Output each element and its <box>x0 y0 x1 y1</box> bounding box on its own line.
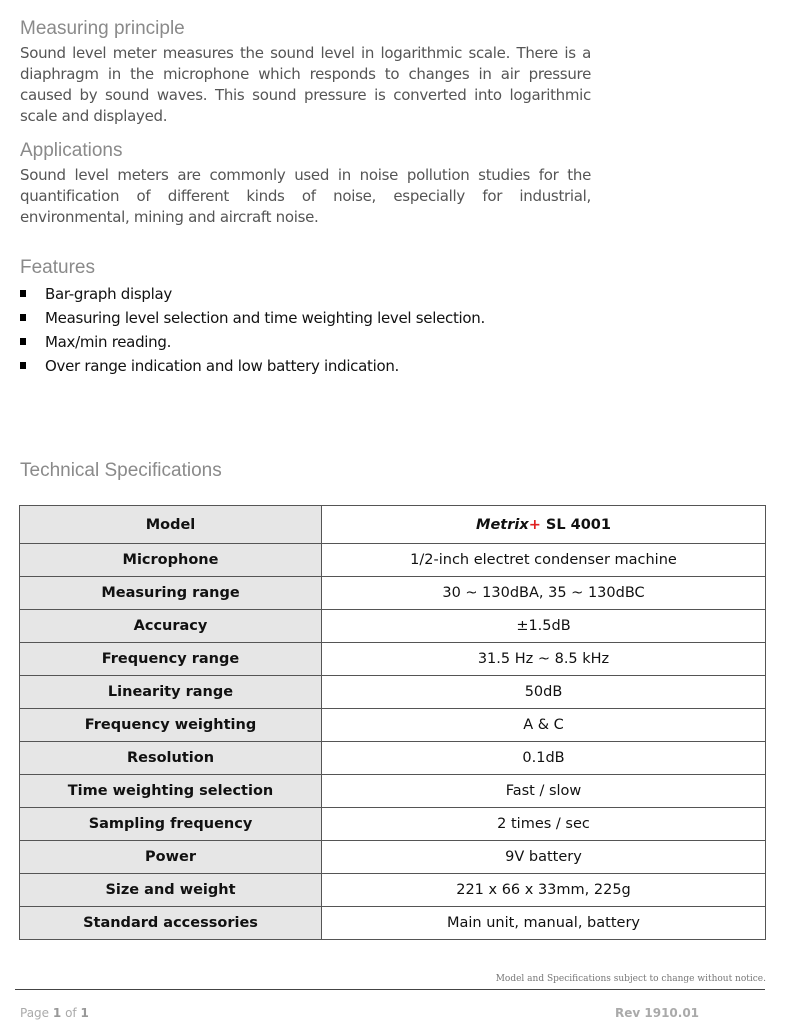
table-row <box>20 577 766 610</box>
measuring-principle-text: Sound level meter measures the sound level in logarithmic scale. There is a diaphragm in the microphone which responds to changes in air pressure caused by sound waves. This sound pressure is converted into logarithmic scale and displayed. <box>20 44 591 125</box>
spec-value: Fast / slow <box>322 775 766 808</box>
spec-label: Frequency range <box>20 643 322 676</box>
spec-value: 0.1dB <box>322 742 766 775</box>
spec-value: 221 x 66 x 33mm, 225g <box>322 874 766 907</box>
feature-text: Measuring level selection and time weighting level selection. <box>45 309 485 327</box>
list-item <box>20 306 485 330</box>
table-row <box>20 676 766 709</box>
table-row <box>20 874 766 907</box>
features-heading: Features <box>20 257 95 278</box>
spec-label: Linearity range <box>20 676 322 709</box>
spec-label: Time weighting selection <box>20 775 322 808</box>
feature-text: Bar-graph display <box>45 285 172 303</box>
revision-label: Rev 1910.01 <box>615 1006 700 1020</box>
table-row <box>20 643 766 676</box>
table-row <box>20 506 766 544</box>
spec-value: ±1.5dB <box>322 610 766 643</box>
spec-value: 1/2-inch electret condenser machine <box>322 544 766 577</box>
of-word: of <box>65 1006 77 1020</box>
spec-label: Model <box>20 506 322 544</box>
specifications-table <box>19 505 766 940</box>
page-word: Page <box>20 1006 50 1020</box>
table-row <box>20 907 766 940</box>
spec-value: 2 times / sec <box>322 808 766 841</box>
footer-divider <box>15 989 765 990</box>
page-indicator <box>20 1006 89 1020</box>
page-total: 1 <box>80 1006 89 1020</box>
spec-label: Power <box>20 841 322 874</box>
table-row <box>20 709 766 742</box>
brand-name: Metrix <box>476 516 529 533</box>
spec-value: 50dB <box>322 676 766 709</box>
feature-text: Over range indication and low battery indication. <box>45 357 400 375</box>
spec-value: A & C <box>322 709 766 742</box>
spec-label: Frequency weighting <box>20 709 322 742</box>
list-item <box>20 330 485 354</box>
spec-value: Main unit, manual, battery <box>322 907 766 940</box>
spec-label: Resolution <box>20 742 322 775</box>
spec-value: 9V battery <box>322 841 766 874</box>
table-row <box>20 544 766 577</box>
square-bullet-icon <box>20 338 26 345</box>
table-row <box>20 808 766 841</box>
spec-label: Size and weight <box>20 874 322 907</box>
spec-value: 30 ~ 130dBA, 35 ~ 130dBC <box>322 577 766 610</box>
spec-label: Accuracy <box>20 610 322 643</box>
applications-heading: Applications <box>20 140 123 161</box>
table-row <box>20 775 766 808</box>
spec-label: Sampling frequency <box>20 808 322 841</box>
spec-label: Standard accessories <box>20 907 322 940</box>
table-row <box>20 742 766 775</box>
square-bullet-icon <box>20 314 26 321</box>
technical-specifications-heading: Technical Specifications <box>20 460 222 481</box>
features-list <box>20 282 485 378</box>
square-bullet-icon <box>20 362 26 369</box>
feature-text: Max/min reading. <box>45 333 172 351</box>
list-item <box>20 354 485 378</box>
spec-label: Microphone <box>20 544 322 577</box>
spec-label: Measuring range <box>20 577 322 610</box>
model-value <box>322 506 766 544</box>
table-row <box>20 841 766 874</box>
square-bullet-icon <box>20 290 26 297</box>
brand-plus-mark: + <box>528 516 541 533</box>
table-row <box>20 610 766 643</box>
list-item <box>20 282 485 306</box>
applications-text: Sound level meters are commonly used in noise pollution studies for the quantification of different kinds of noise, especially for industrial, environmental, mining and aircraft noise. <box>20 166 591 226</box>
page-current: 1 <box>52 1006 62 1020</box>
model-number: SL 4001 <box>540 516 611 533</box>
change-notice: Model and Specifications subject to change without notice. <box>495 974 766 984</box>
measuring-principle-heading: Measuring principle <box>20 18 185 39</box>
spec-value: 31.5 Hz ~ 8.5 kHz <box>322 643 766 676</box>
